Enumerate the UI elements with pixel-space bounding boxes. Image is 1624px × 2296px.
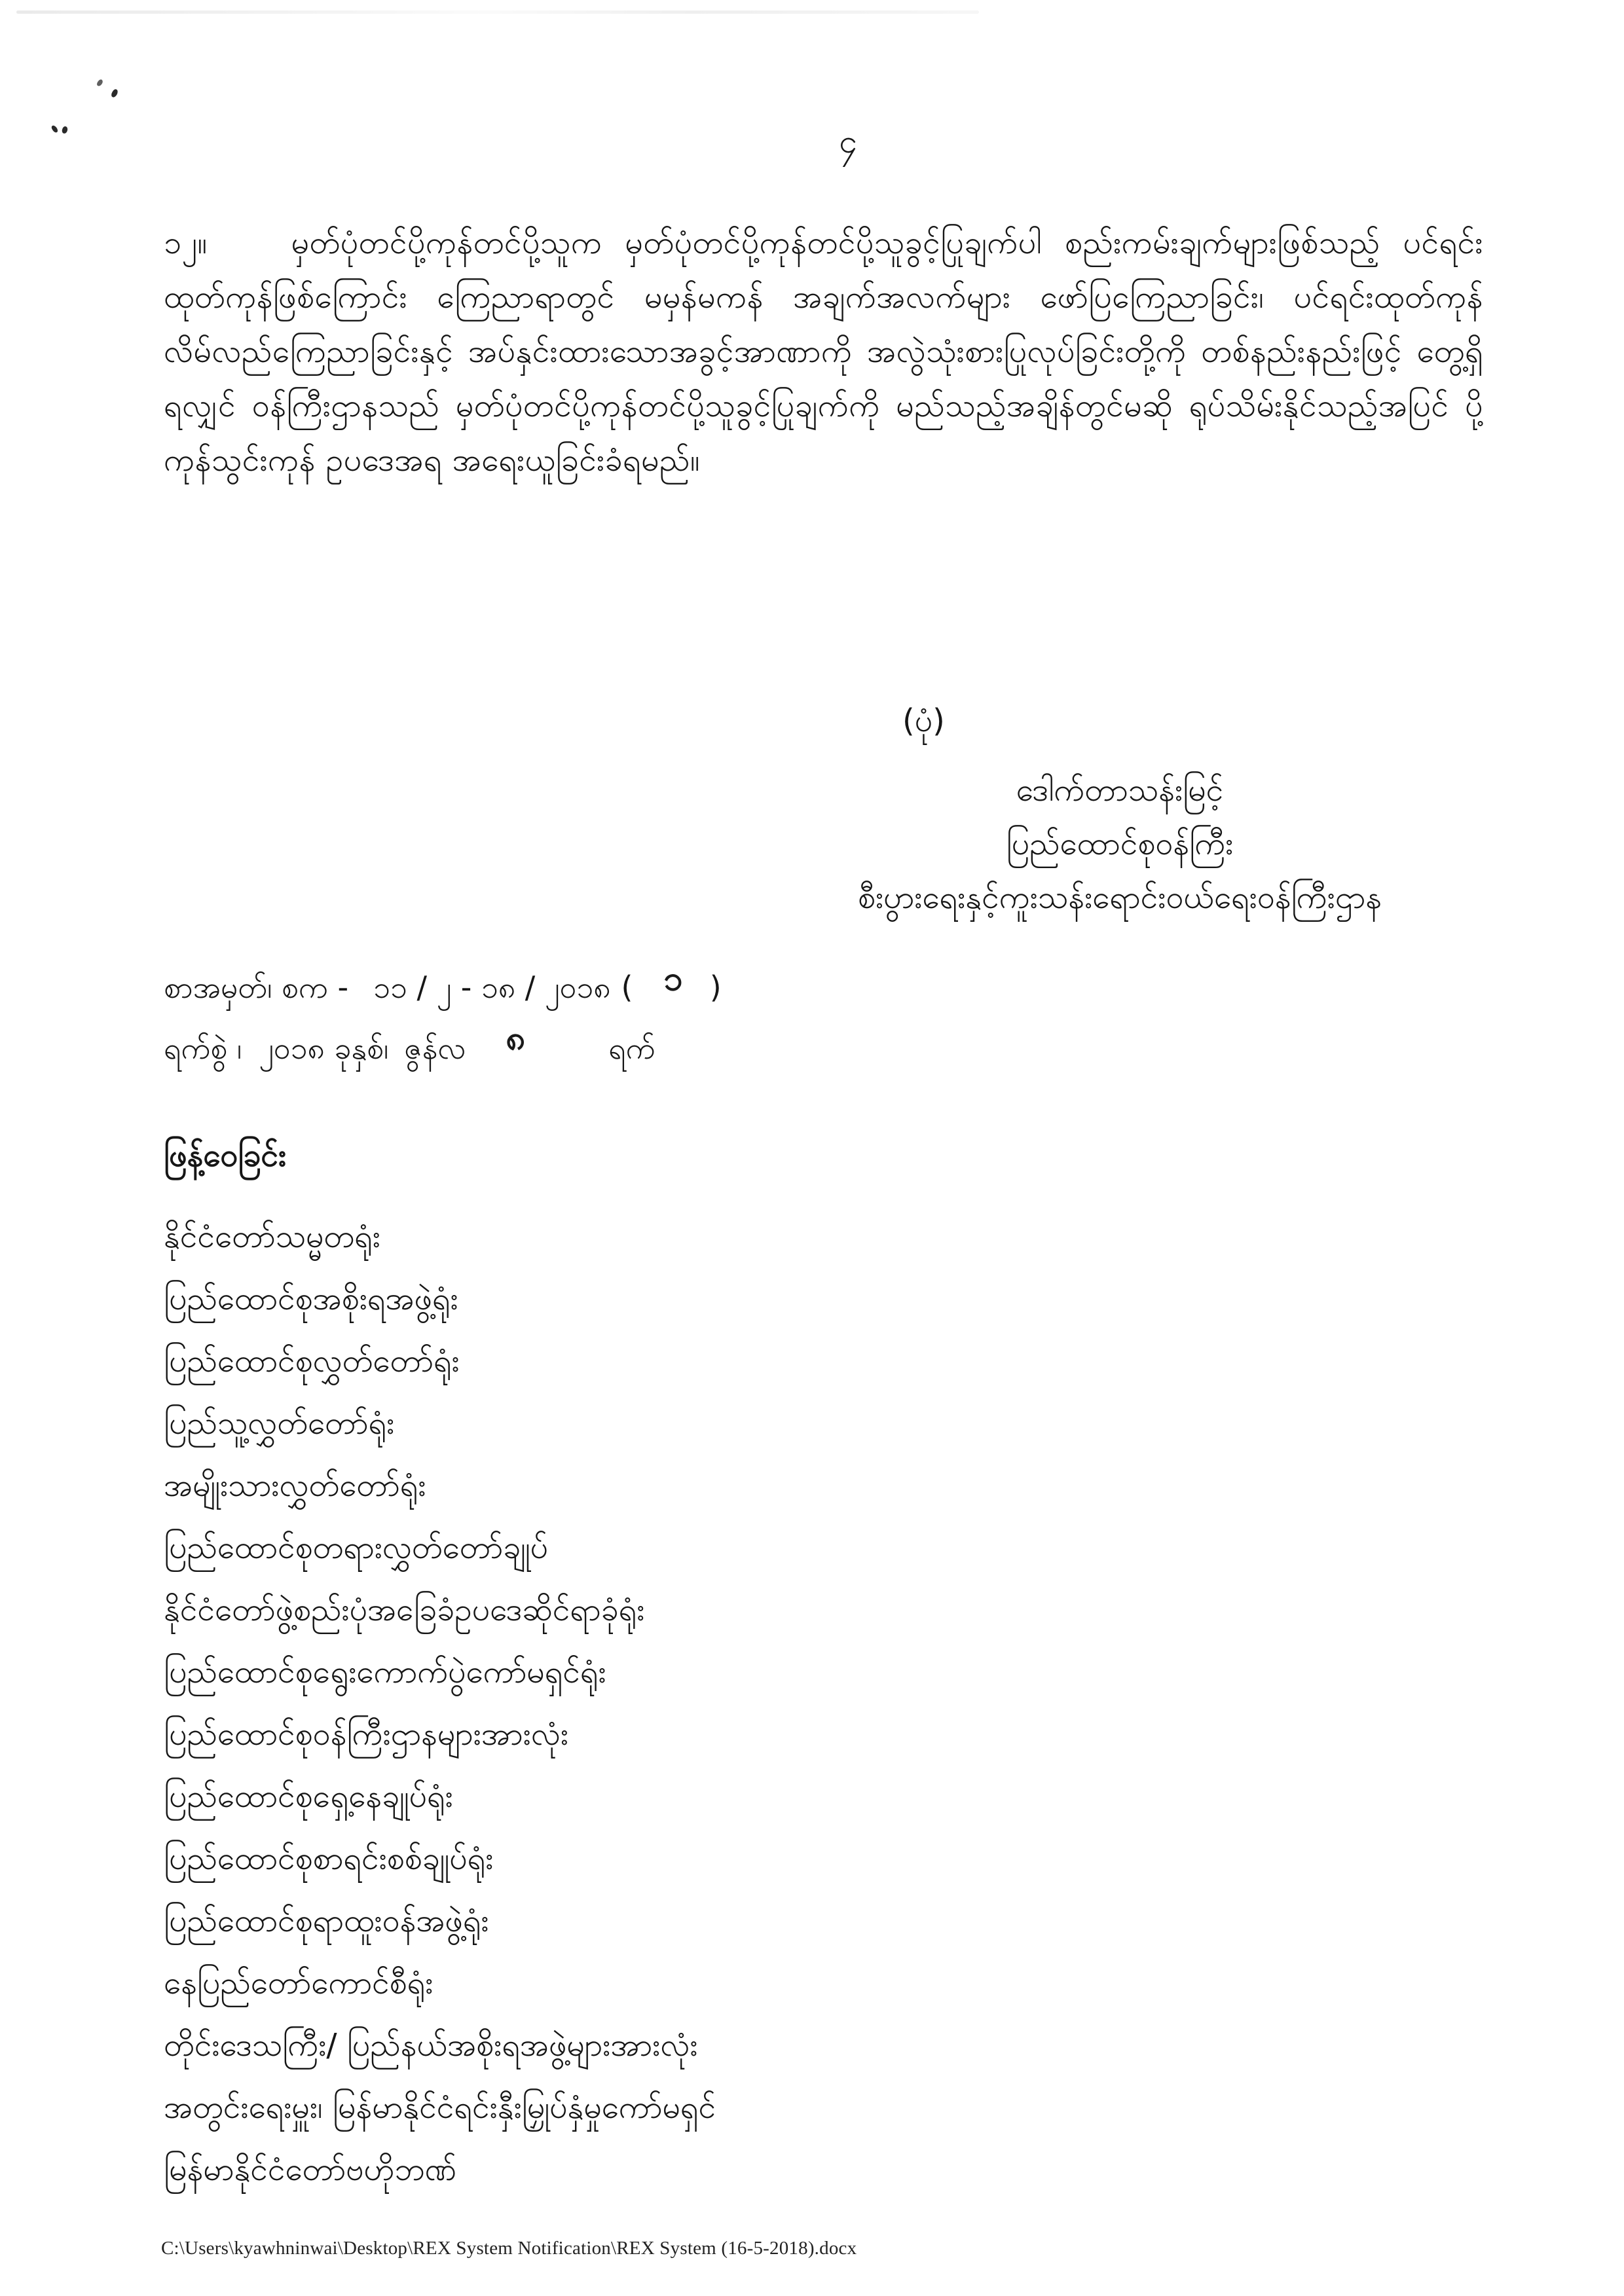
distribution-item: ပြည်ထောင်စုရှေ့နေချုပ်ရုံး [164,1778,453,1815]
date-month: ဇွန်လ [404,1030,466,1066]
ink-speck [96,79,103,87]
distribution-heading: ဖြန့်ဝေခြင်း [164,1137,287,1174]
date-label: ရက်စွဲ ၊ [164,1030,242,1066]
reference-paren-open: ( [621,970,633,1005]
ink-speck [50,124,59,134]
distribution-item: ပြည်ထောင်စုတရားလွှတ်တော်ချုပ် [164,1529,549,1566]
reference-paren-close: ) [709,970,722,1005]
handwritten-copy-number: ၁ [661,958,684,999]
distribution-item: ပြည်ထောင်စုရွေးကောက်ပွဲကော်မရှင်ရုံး [164,1654,606,1690]
letter-date-line [164,1018,655,1072]
distribution-list [164,1206,1408,2201]
distribution-item: ပြည်ထောင်စုဝန်ကြီးဌာနများအားလုံး [164,1716,568,1753]
distribution-item: ပြည်သူ့လွှတ်တော်ရုံး [164,1405,395,1442]
body-paragraph [164,216,1483,488]
signatory-name: ဒေါက်တာသန်းမြင့် [1016,772,1224,809]
page-number: ၄ [838,122,858,160]
distribution-item: ပြည်ထောင်စုအစိုးရအဖွဲ့ရုံး [164,1281,458,1317]
reference-label: စာအမှတ်၊ စက - [164,970,349,1005]
distribution-item: ပြည်ထောင်စုစာရင်းစစ်ချုပ်ရုံး [164,1840,494,1877]
handwritten-day-number: ၈ [504,1018,526,1059]
distribution-item: ပြည်ထောင်စုရာထူးဝန်အဖွဲ့ရုံး [164,1903,489,1939]
date-year: ၂၀၁၈ ခုနှစ်၊ [259,1030,389,1066]
distribution-item: နိုင်ငံတော်သမ္မတရုံး [164,1218,380,1255]
distribution-item: အတွင်းရေးမှူး၊ မြန်မာနိုင်ငံရင်းနှီးမြှုပ်နှံမှုကော်မရှင် [164,2089,716,2126]
distribution-item: အမျိုးသားလွှတ်တော်ရုံး [164,1467,426,1504]
paragraph-number: ၁၂။ [164,225,208,261]
scan-artifact-line [16,10,979,14]
distribution-item: ပြည်ထောင်စုလွှတ်တော်ရုံး [164,1343,460,1379]
document-file-path: C:\Users\kyawhninwai\Desktop\REX System Notification\REX System (16-5-2018).docx [161,2238,857,2259]
signatory-title: ပြည်ထောင်စုဝန်ကြီး [1006,826,1234,862]
distribution-item: နိုင်ငံတော်ဖွဲ့စည်းပုံအခြေခံဥပဒေဆိုင်ရာခုံရုံး [164,1592,645,1628]
distribution-item: မြန်မာနိုင်ငံတော်ဗဟိုဘဏ် [164,2151,457,2188]
date-day-suffix: ရက် [608,1030,655,1066]
distribution-item: နေပြည်တော်ကောင်စီရုံး [164,1965,434,2001]
ink-speck [61,126,68,134]
reference-number: ၁၁ / ၂ - ၁၈ / ၂၀၁၈ [373,970,611,1005]
ink-speck [110,88,119,98]
signature-seal-mark: (ပုံ) [902,702,945,739]
signatory-ministry: စီးပွားရေးနှင့်ကူးသန်းရောင်းဝယ်ရေးဝန်ကြီးဌာန [857,879,1382,916]
paragraph-text: မှတ်ပုံတင်ပို့ကုန်တင်ပို့သူက မှတ်ပုံတင်ပို့ကုန်တင်ပို့သူခွင့်ပြုချက်ပါ စည်းကမ်းချက်များဖြစ်သည့် ပင်ရင်းထုတ်ကုန်ဖြစ်ကြောင်း ကြေညာရာတွင် မမှန်မကန် အချက်အလက်များ ဖော်ပြကြေညာခြင်း၊ ပင်ရင်းထုတ်ကုန်လိမ်လည်ကြေညာခြင်းနှင့် အပ်နှင်းထားသောအခွင့်အာဏာကို အလွဲသုံးစားပြုလုပ်ခြင်းတို့ကို တစ်နည်းနည်းဖြင့် တွေ့ရှိရလျှင် ဝန်ကြီးဌာနသည် မှတ်ပုံတင်ပို့ကုန်တင်ပို့သူခွင့်ပြုချက်ကို မည်သည့်အချိန်တွင်မဆို ရုပ်သိမ်းနိုင်သည့်အပြင် ပို့ကုန်သွင်းကုန် ဥပဒေအရ အရေးယူခြင်းခံရမည်။ [164,225,1483,479]
letter-reference-line [164,958,722,1010]
distribution-item: တိုင်းဒေသကြီး/ ပြည်နယ်အစိုးရအဖွဲ့များအားလုံး [164,2027,698,2064]
signature-block [747,763,1493,924]
